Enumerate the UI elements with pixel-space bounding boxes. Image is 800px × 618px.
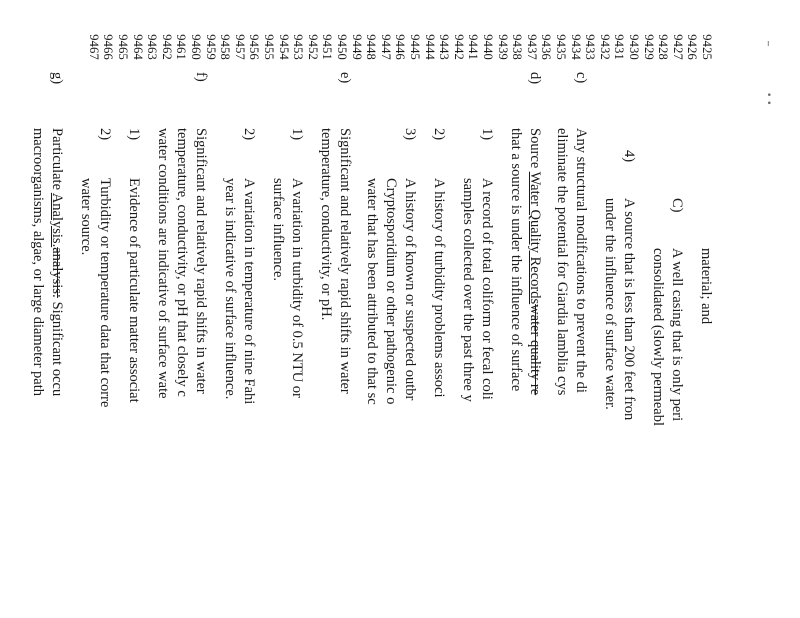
line-number: 9436 bbox=[539, 34, 554, 60]
text-line: temperature, conductivity, or pH that closely c bbox=[174, 128, 190, 397]
text-line: Cryptosporidium or other pathogenic o bbox=[383, 178, 399, 405]
line-number: 9452 bbox=[305, 34, 320, 60]
line-number: 9460 bbox=[189, 34, 203, 60]
line-number: 9444 bbox=[422, 34, 437, 60]
line-number: 9464 bbox=[130, 34, 145, 60]
line-number: 9438 bbox=[510, 34, 525, 60]
line-number: 9465 bbox=[116, 34, 130, 60]
text-line: Significant and relatively rapid shifts in water bbox=[193, 128, 209, 394]
text-line: Turbidity or temperature data that corre bbox=[97, 178, 113, 408]
text-line: A well casing that is only peri bbox=[669, 248, 685, 422]
text-line: A source that is less than 200 feet fron bbox=[621, 198, 637, 421]
item-label: 1) bbox=[289, 128, 305, 141]
line-number: 9440 bbox=[481, 34, 495, 60]
text-line: consolidated (slowly permeabl bbox=[650, 248, 666, 426]
line-number: 9432 bbox=[597, 34, 612, 60]
line-number: 9442 bbox=[451, 34, 466, 60]
text-line: A record of total coliform or fecal coli bbox=[479, 178, 495, 400]
text-line: eliminate the potential for Giardia lamblia cys bbox=[554, 128, 570, 396]
line-number: 9466 bbox=[101, 34, 116, 60]
text-line: A variation in turbidity of 0.5 NTU or bbox=[289, 178, 305, 398]
line-number: 9454 bbox=[276, 34, 291, 60]
text-line: A history of known or suspected outbr bbox=[402, 178, 418, 401]
item-label: 3) bbox=[402, 128, 418, 141]
line-number: 9450 bbox=[335, 34, 349, 60]
text-line: water source. bbox=[78, 178, 94, 256]
item-label: 2) bbox=[431, 128, 447, 141]
line-number: 9426 bbox=[685, 34, 700, 60]
item-label: 4) bbox=[621, 150, 637, 163]
text-line: under the influence of surface water. bbox=[602, 198, 618, 410]
line-number: 9467 bbox=[86, 34, 101, 60]
deleted-text: water quality re bbox=[527, 304, 543, 396]
line-number: 9434 bbox=[568, 34, 583, 60]
line-number: 9463 bbox=[145, 34, 160, 60]
line-number: 9451 bbox=[320, 34, 335, 60]
line-number: 9428 bbox=[656, 34, 671, 60]
line-number: 9447 bbox=[378, 34, 393, 60]
text-line: samples collected over the past three y bbox=[460, 178, 476, 402]
text-run: Particulate bbox=[49, 128, 65, 193]
line-number: 9461 bbox=[174, 34, 189, 60]
text-line: water that has been attributed to that sc bbox=[364, 178, 380, 405]
margin-mark-bottom: • • bbox=[763, 92, 773, 106]
text-line: Evidence of particulate matter associat bbox=[126, 178, 142, 403]
text-line: that a source is under the influence of surface bbox=[508, 128, 524, 392]
line-number: 9425 bbox=[700, 34, 714, 60]
item-label: 2) bbox=[97, 128, 113, 141]
item-label: g) bbox=[49, 72, 65, 85]
line-number: 9462 bbox=[159, 34, 174, 60]
inserted-text: Water Quality Records bbox=[527, 171, 543, 305]
line-number: 9435 bbox=[554, 34, 568, 60]
margin-mark-top: ı bbox=[767, 39, 770, 49]
line-number: 9427 bbox=[670, 34, 685, 60]
text-line: A variation in temperature of nine Fahi bbox=[241, 178, 257, 405]
line-number: 9441 bbox=[466, 34, 481, 60]
text-line bbox=[528, 128, 543, 395]
deleted-text: analysis: bbox=[49, 247, 65, 298]
line-number: 9453 bbox=[291, 34, 306, 60]
item-label: C) bbox=[669, 198, 685, 213]
line-number: 9446 bbox=[393, 34, 408, 60]
item-label: 1) bbox=[126, 128, 142, 141]
text-line: A history of turbidity problems associ bbox=[431, 178, 447, 398]
item-label: 1) bbox=[479, 128, 495, 141]
text-line: surface influence. bbox=[270, 178, 286, 282]
line-number: 9439 bbox=[495, 34, 510, 60]
text-line bbox=[50, 128, 65, 396]
line-number: 9456 bbox=[247, 34, 262, 60]
text-line: Significant and relatively rapid shifts in water bbox=[337, 128, 353, 394]
text-line: temperature, conductivity, or pH. bbox=[318, 128, 334, 321]
line-number: 9429 bbox=[641, 34, 656, 60]
line-number: 9455 bbox=[262, 34, 276, 60]
line-number: 9437 bbox=[524, 34, 539, 60]
inserted-text: Analysis. bbox=[49, 192, 65, 248]
text-line: year is indicative of surface influence. bbox=[222, 178, 238, 400]
line-number: 9430 bbox=[627, 34, 641, 60]
line-number: 9431 bbox=[612, 34, 627, 60]
line-number: 9457 bbox=[232, 34, 247, 60]
line-number: 9458 bbox=[218, 34, 233, 60]
item-label: e) bbox=[337, 72, 353, 84]
line-number: 9445 bbox=[408, 34, 422, 60]
text-run: Significant occu bbox=[49, 297, 65, 397]
line-number: 9433 bbox=[583, 34, 598, 60]
line-number: 9449 bbox=[349, 34, 364, 60]
line-number: 9443 bbox=[437, 34, 452, 60]
line-number: 9459 bbox=[203, 34, 218, 60]
text-line: macroorganisms, algae, or large diameter path bbox=[30, 128, 46, 397]
text-line: Any structural modifications to prevent the di bbox=[573, 128, 589, 393]
line-number: 9448 bbox=[364, 34, 379, 60]
item-label: c) bbox=[573, 72, 589, 84]
text-run: Source bbox=[527, 128, 543, 172]
item-label: d) bbox=[527, 72, 543, 85]
text-line: material; and bbox=[698, 248, 714, 325]
item-label: 2) bbox=[241, 128, 257, 141]
item-label: f) bbox=[193, 72, 209, 82]
text-line: water conditions are indicative of surface wate bbox=[155, 128, 171, 399]
